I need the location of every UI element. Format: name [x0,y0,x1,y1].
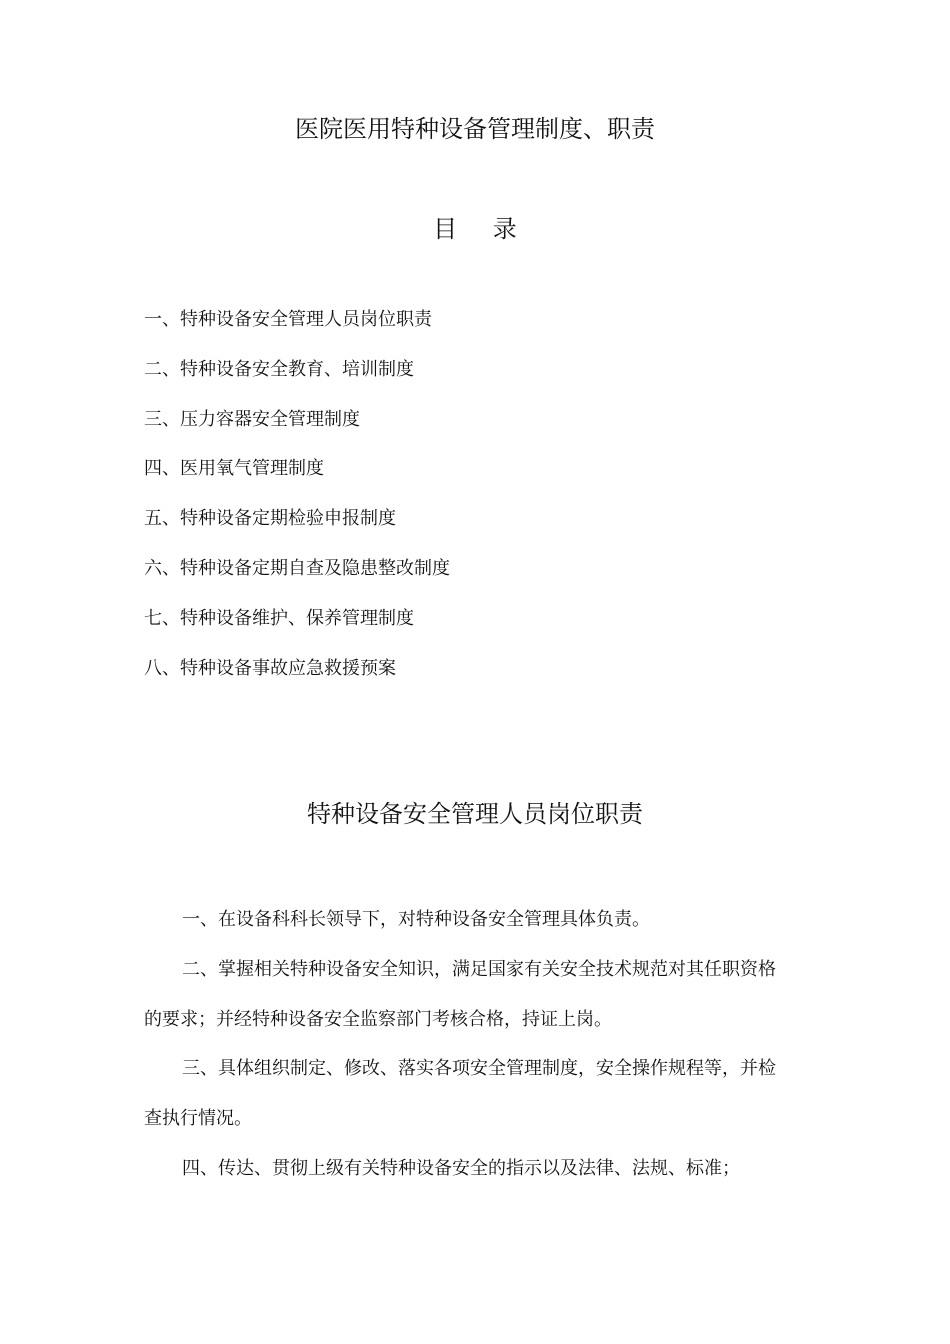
paragraph-3 [144,1053,808,1153]
toc-item-7: 七、特种设备维护、保养管理制度 [144,607,414,629]
section-title: 特种设备安全管理人员岗位职责 [307,800,643,828]
paragraph-line: 查执行情况。 [144,1108,252,1130]
paragraph-2 [144,954,808,1054]
table-of-contents [144,307,450,705]
toc-heading: 目 录 [433,215,531,243]
toc-item-4: 四、医用氧气管理制度 [144,458,324,480]
paragraph-line: 三、具体组织制定、修改、落实各项安全管理制度，安全操作规程等，并检 [182,1058,776,1080]
paragraph-4 [144,1153,808,1203]
toc-item-5: 五、特种设备定期检验申报制度 [144,508,396,530]
paragraph-1 [144,904,808,954]
paragraph-line: 四、传达、贯彻上级有关特种设备安全的指示以及法律、法规、标准； [182,1157,740,1179]
toc-item-3: 三、压力容器安全管理制度 [144,408,360,430]
paragraph-line: 的要求；并经特种设备安全监察部门考核合格，持证上岗。 [144,1008,612,1030]
paragraph-line: 二、掌握相关特种设备安全知识，满足国家有关安全技术规范对其任职资格 [182,958,776,980]
toc-item-6: 六、特种设备定期自查及隐患整改制度 [144,557,450,579]
toc-item-1: 一、特种设备安全管理人员岗位职责 [144,309,432,330]
document-title: 医院医用特种设备管理制度、职责 [295,115,655,143]
section-body [144,904,808,1203]
toc-item-2: 二、特种设备安全教育、培训制度 [144,358,414,380]
paragraph-line: 一、在设备科科长领导下，对特种设备安全管理具体负责。 [182,909,650,930]
toc-item-8: 八、特种设备事故应急救援预案 [144,657,396,679]
